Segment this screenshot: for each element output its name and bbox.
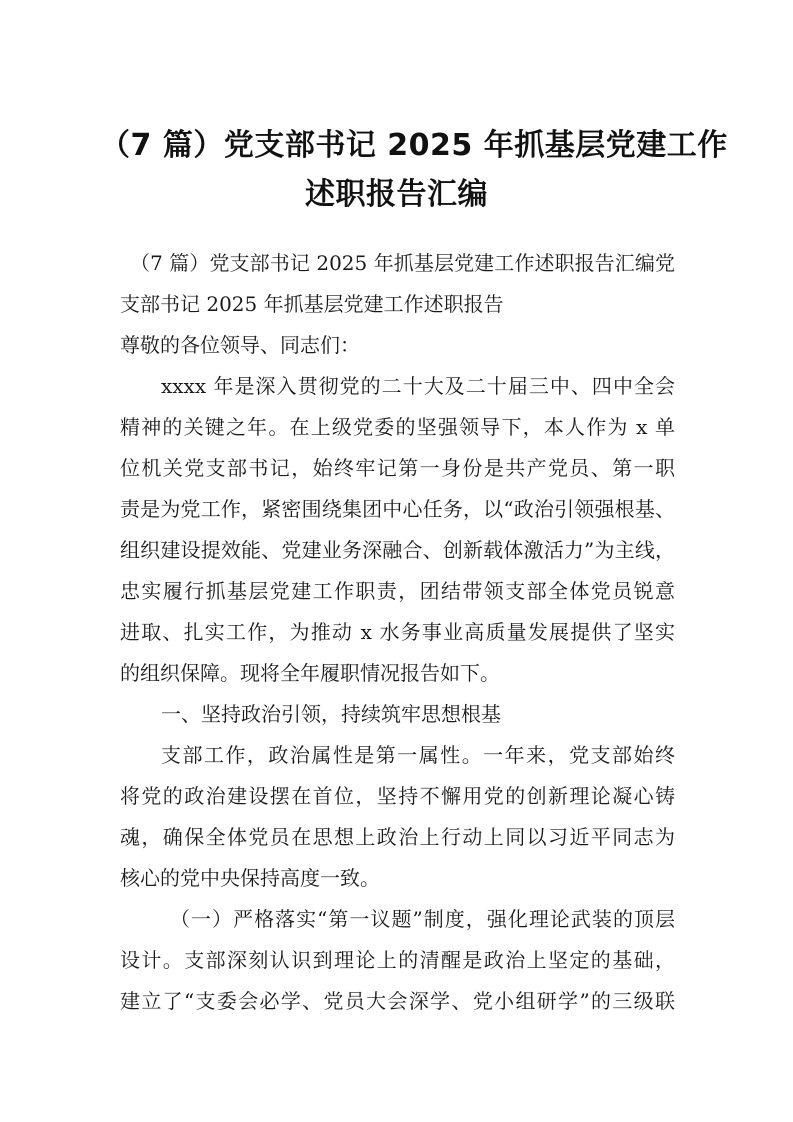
body-line: 责是为党工作，紧密围绕集团中心任务，以“政治引领强根基、 [120, 497, 675, 521]
body-line: 核心的党中央保持高度一致。 [120, 866, 380, 890]
section-heading: 一、坚持政治引领，持续筑牢思想根基 [161, 702, 501, 726]
body-line: 位机关党支部书记，始终牢记第一身份是共产党员、第一职 [120, 456, 675, 480]
body-line: 建立了“支委会必学、党员大会深学、党小组研学”的三级联 [120, 989, 675, 1013]
subsection-line: （一）严格落实“第一议题”制度，强化理论武装的顶层 [170, 907, 675, 931]
body-line: 设计。支部深刻认识到理论上的清醒是政治上坚定的基础， [120, 948, 675, 972]
body-line: 精神的关键之年。在上级党委的坚强领导下，本人作为 x 单 [120, 415, 675, 439]
body-line: 将党的政治建设摆在首位，坚持不懈用党的创新理论凝心铸 [120, 784, 675, 808]
body-line: 支部书记 2025 年抓基层党建工作述职报告 [120, 292, 504, 316]
body-line: 魂，确保全体党员在思想上政治上行动上同以习近平同志为 [120, 825, 675, 849]
salutation: 尊敬的各位领导、同志们： [120, 333, 360, 357]
body-line: 支部工作，政治属性是第一属性。一年来，党支部始终 [161, 743, 675, 767]
body-line: 的组织保障。现将全年履职情况报告如下。 [120, 661, 500, 685]
body-line: xxxx 年是深入贯彻党的二十大及二十届三中、四中全会 [161, 374, 675, 398]
body-line: （7 篇）党支部书记 2025 年抓基层党建工作述职报告汇编党 [130, 251, 675, 275]
document-title-line-2: 述职报告汇编 [305, 177, 488, 212]
body-line: 进取、扎实工作，为推动 x 水务事业高质量发展提供了坚实 [120, 620, 675, 644]
body-line: 忠实履行抓基层党建工作职责，团结带领支部全体党员锐意 [120, 579, 675, 603]
document-title-line-1: （7 篇）党支部书记 2025 年抓基层党建工作 [100, 128, 728, 163]
body-line: 组织建设提效能、党建业务深融合、创新载体激活力”为主线， [120, 538, 675, 562]
